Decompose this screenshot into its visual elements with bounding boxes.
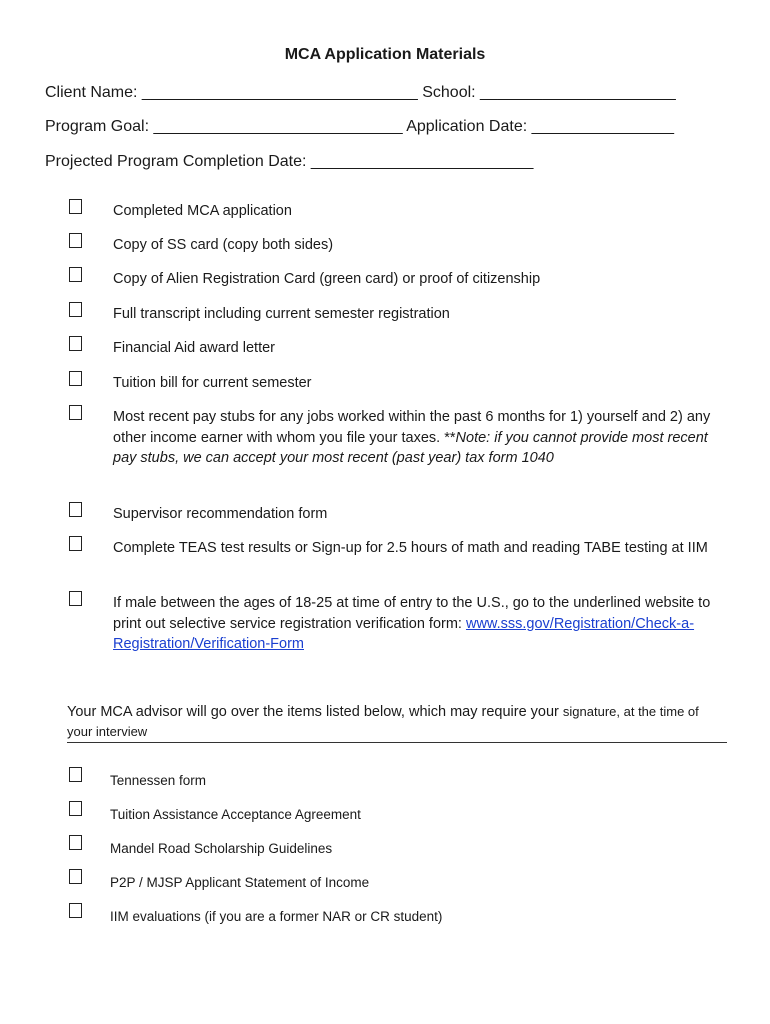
checkbox[interactable] <box>69 903 82 918</box>
selective-service-text: If male between the ages of 18-25 at time of entry to the U.S., go to the underlined website to print out selective service registration verification form: <box>113 595 711 632</box>
item-label: Complete TEAS test results or Sign-up for 2.5 hours of math and reading TABE testing at IIM <box>113 540 708 556</box>
page-title: MCA Application Materials <box>284 46 486 63</box>
checkbox[interactable] <box>69 591 82 606</box>
item-label: P2P / MJSP Applicant Statement of Income <box>110 875 370 890</box>
sss-link[interactable]: www.sss.gov/Registration/Check-a-Registration/Verification-Form <box>113 615 695 652</box>
checkbox[interactable] <box>69 801 82 816</box>
item-label: Mandel Road Scholarship Guidelines <box>110 841 333 856</box>
checkbox[interactable] <box>69 199 82 214</box>
item-label: Tuition Assistance Acceptance Agreement <box>110 807 361 822</box>
client-name-school-line: Client Name: _______________________________ School: ______________________ <box>45 84 676 101</box>
item-label: IIM evaluations (if you are a former NAR or CR student) <box>110 909 443 924</box>
checkbox[interactable] <box>69 405 82 420</box>
checkbox[interactable] <box>69 835 82 850</box>
checkbox[interactable] <box>69 869 82 884</box>
divider <box>67 742 727 743</box>
checkbox[interactable] <box>69 336 82 351</box>
checkbox[interactable] <box>69 767 82 782</box>
checkbox[interactable] <box>69 302 82 317</box>
item-label: Tennessen form <box>110 773 207 788</box>
item-label: Completed MCA application <box>113 203 292 219</box>
advisor-note <box>67 702 727 742</box>
item-label: Supervisor recommendation form <box>113 506 328 522</box>
checkbox[interactable] <box>69 233 82 248</box>
item-label: Full transcript including current semester registration <box>113 306 450 322</box>
checkbox[interactable] <box>69 267 82 282</box>
item-label: Financial Aid award letter <box>113 340 275 356</box>
pay-stubs-text: Most recent pay stubs for any jobs worked within the past 6 months for 1) yourself and 2) any other income earner with whom you file your taxes. ** <box>113 409 711 446</box>
item-label: Copy of SS card (copy both sides) <box>113 237 334 253</box>
advisor-note-main: Your MCA advisor will go over the items listed below, which may require your <box>67 704 563 720</box>
program-goal-date-line: Program Goal: ____________________________ Application Date: ________________ <box>45 118 674 135</box>
checkbox[interactable] <box>69 371 82 386</box>
item-label <box>113 407 728 469</box>
advisor-note-small: signature, at the time of your interview <box>67 704 699 739</box>
item-label: Copy of Alien Registration Card (green card) or proof of citizenship <box>113 271 541 287</box>
completion-date-line: Projected Program Completion Date: _________________________ <box>45 153 534 170</box>
item-label <box>113 593 728 655</box>
checkbox[interactable] <box>69 502 82 517</box>
checkbox[interactable] <box>69 536 82 551</box>
item-label: Tuition bill for current semester <box>113 375 312 391</box>
pay-stubs-note: Note: if you cannot provide most recent pay stubs, we can accept your most recent (past year) tax form 1040 <box>113 429 708 466</box>
